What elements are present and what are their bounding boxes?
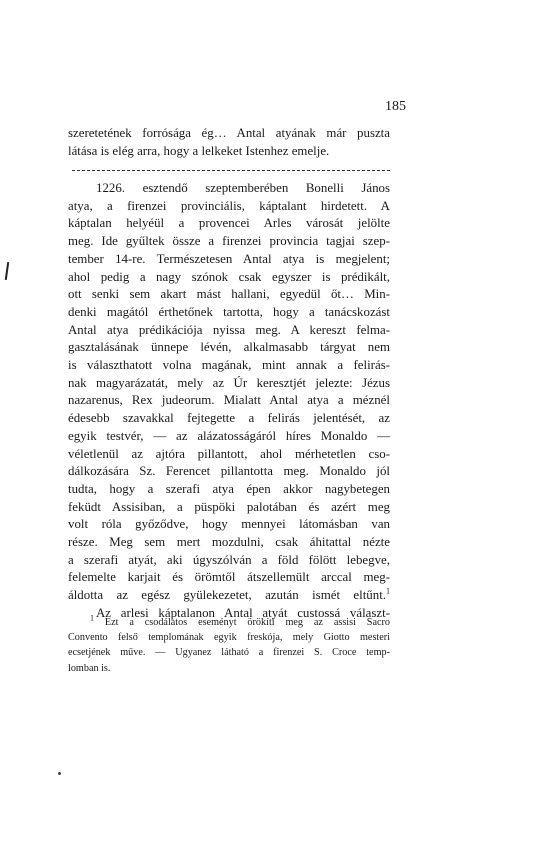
text-line: feküdt Assisiban, a püspöki palotában és azért meg (68, 499, 390, 514)
text-line: nak magyarázatát, mely az Úr keresztjét jelezte: Jézus (68, 375, 390, 390)
text-line: denki magától érthetőnek tartotta, hogy a tanácskozást (68, 304, 390, 319)
text-line: édesebb szavakkal fejtegette a felirás jelentését, az (68, 411, 390, 426)
footnote-marker: 1 (90, 613, 94, 623)
text-line: véletlenül az ajtóra pillantott, ahol mérhetetlen cso- (68, 446, 390, 461)
footnote (68, 615, 390, 676)
text-line: káptalan helyéül a provencei Arles városát jelölte (68, 216, 390, 231)
text-line: áldotta az egész gyülekezetet, azután ismét eltűnt. (68, 588, 386, 603)
text-line: látása is elég arra, hogy a lelkeket Istenhez emelje. (68, 143, 330, 158)
footnote-line: Convento felső templomának egyik freskója, mely Giotto mesteri (68, 632, 390, 644)
text-line-with-footnote (68, 587, 390, 605)
text-line: a szerafi atyát, aki úgyszólván a föld fölött lebegve, (68, 552, 390, 567)
text-line: volt róla győződve, hogy mennyei látomásban van (68, 517, 390, 532)
text-line: dálkozására Sz. Ferencet pillantotta meg. Monaldo jól (68, 464, 390, 479)
text-line: egyik testvér, — az alázatosságáról híres Monaldo — (68, 428, 390, 443)
text-line: része. Meg sem mert mozdulni, csak áhitattal nézte (68, 535, 390, 550)
text-line: Az arlesi káptalanon Antal atyát custossá választ- (96, 605, 390, 620)
text-line: meg. Ide gyűltek össze a firenzei provincia tagjai szep- (68, 234, 390, 249)
footnote-line: lomban is. (68, 662, 111, 674)
text-line: szeretetének forrósága ég… Antal atyának már puszta (68, 126, 390, 140)
footnote-text: Ezt a csodálatos eseményt örökíti meg az assisi Sacro (104, 617, 390, 628)
text-line: nazarenus, Rex judeorum. Mialatt Antal atya a méznél (68, 393, 390, 408)
footnote-reference: 1 (386, 586, 390, 596)
footnote-line: ecsetjének műve. — Ugyanez látható a firenzei S. Croce temp- (68, 647, 390, 659)
top-paragraph (68, 125, 390, 160)
page-number: 185 (385, 99, 406, 114)
footnote-line (68, 615, 390, 630)
margin-pencil-mark (5, 262, 9, 280)
text-line: ahol pedig a nagy szónok csak egyszer is prédikált, (68, 269, 390, 284)
text-line: gasztalásának ünnepe lévén, alkalmasabb tárgyat nem (68, 340, 390, 355)
main-paragraph (68, 180, 390, 623)
margin-dot (58, 772, 61, 775)
text-line: 1226. esztendő szeptemberében Bonelli János (96, 181, 390, 195)
text-line: Antal atya prédikációja nyissa meg. A kereszt felma- (68, 322, 390, 337)
section-separator (72, 170, 390, 171)
text-line: ott senki sem akart mást hallani, egyedül őt… Min- (68, 287, 390, 302)
text-line: is választhatott volna magának, mint annak a felirás- (68, 358, 390, 373)
text-line: tember 14-re. Természetesen Antal atya is megjelent; (68, 251, 390, 266)
text-line: atya, a firenzei provinciális, káptalant hirdetett. A (68, 198, 390, 213)
text-line: tudta, hogy a szerafi atya épen akkor nagybetegen (68, 481, 390, 496)
text-line: felemelte karjait és örömtől átszellemült arccal meg- (68, 570, 390, 585)
